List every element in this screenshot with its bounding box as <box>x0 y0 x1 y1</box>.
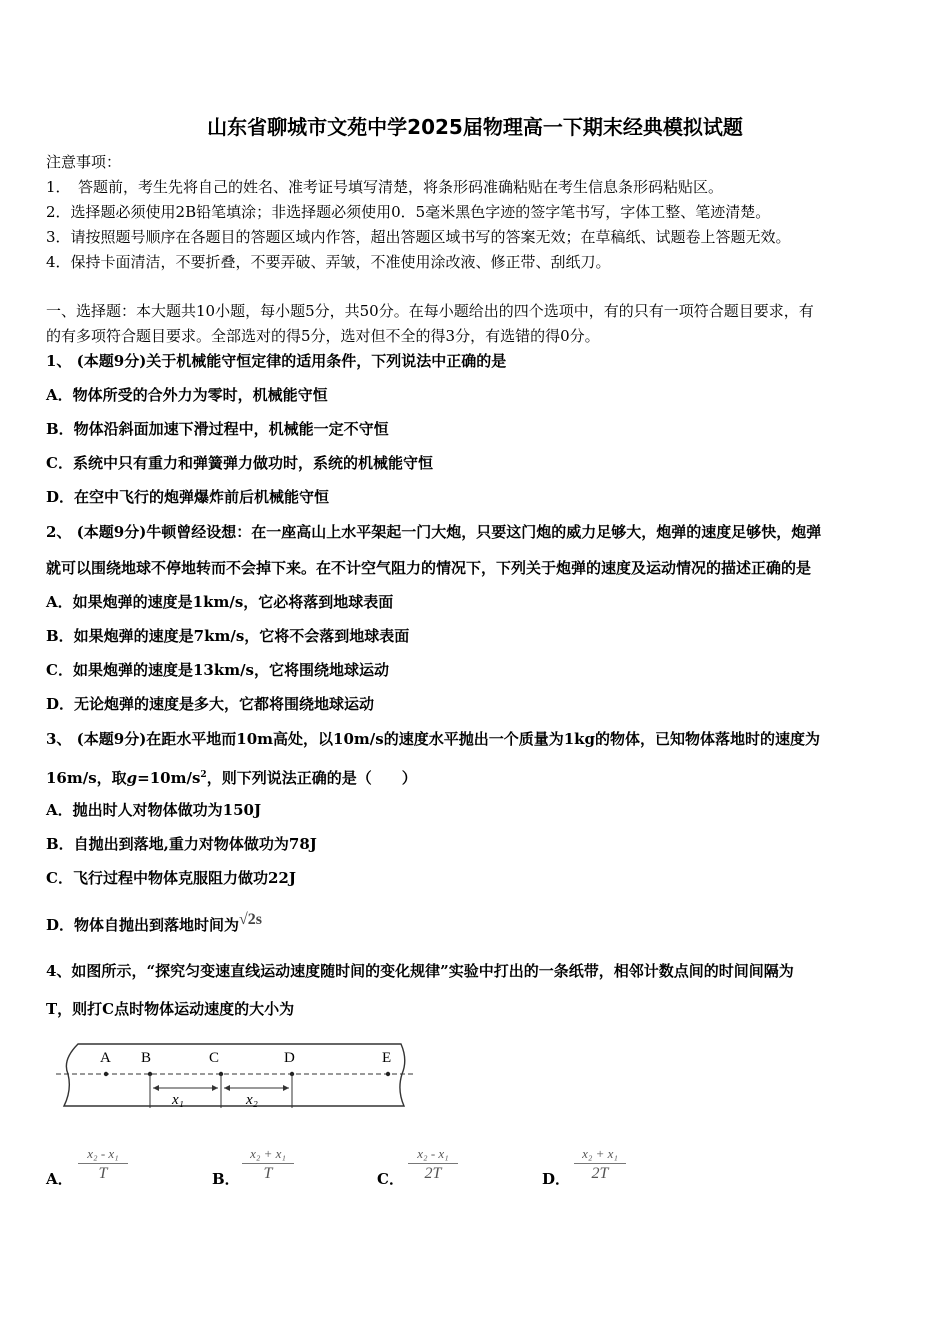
sqrt-math: √2s <box>239 911 263 928</box>
q3-option-b: B．自抛出到落地,重力对物体做功为78J <box>46 835 317 853</box>
notice-heading: 注意事项： <box>46 153 122 171</box>
point-label: D <box>284 1050 295 1066</box>
q4-choice-d-label: D． <box>542 1170 571 1188</box>
q4-choice-a-label: A． <box>46 1170 73 1188</box>
point-e <box>386 1072 390 1076</box>
q1-option-b: B．物体沿斜面加速下滑过程中，机械能一定不守恒 <box>46 420 389 438</box>
question-4-stem: 4、如图所示，“探究匀变速直线运动速度随时间的变化规律”实验中打出的一条纸带，相邻计数点间的时间间隔为 <box>46 962 794 980</box>
q4-choice-a-fraction: x₂ - x₁ T <box>78 1146 128 1183</box>
point-label: B <box>141 1050 152 1066</box>
point-a <box>104 1072 108 1076</box>
x1-label: x₁ <box>172 1092 184 1108</box>
q1-option-a: A．物体所受的合外力为零时，机械能守恒 <box>46 386 328 404</box>
point-label: E <box>382 1050 392 1066</box>
x2-label: x₂ <box>246 1092 258 1108</box>
point-label: C <box>209 1050 220 1066</box>
question-2-stem: 就可以围绕地球不停地转而不会掉下来。在不计空气阻力的情况下，下列关于炮弹的速度及运动情况的描述正确的是 <box>46 559 812 577</box>
point-label: A <box>100 1050 111 1066</box>
q2-option-a: A．如果炮弹的速度是1km/s，它必将落到地球表面 <box>46 593 394 611</box>
q4-choice-b-fraction: x₂ + x₁ T <box>242 1146 294 1183</box>
question-2-stem: 2、 (本题9分)牛顿曾经设想：在一座高山上水平架起一门大炮，只要这门炮的威力足够大，炮弹的速度足够快，炮弹 <box>46 523 822 541</box>
tape-outline <box>64 1044 405 1106</box>
q4-choice-c-label: C． <box>377 1170 404 1188</box>
question-3-stem: 16m/s，取$g=10m/s^2$，则下列说法正确的是（ ） <box>46 769 417 787</box>
q4-choice-c-fraction: x₂ - x₁ 2T <box>408 1146 458 1183</box>
section-instruction: 的有多项符合题目要求。全部选对的得5分，选对但不全的得3分，有选错的得0分。 <box>46 327 600 345</box>
notice-item: 1． 答题前，考生先将自己的姓名、准考证号填写清楚，将条形码准确粘贴在考生信息条形码粘贴区。 <box>46 178 724 196</box>
q3-option-a: A．抛出时人对物体做功为150J <box>46 801 262 819</box>
q1-option-c: C．系统中只有重力和弹簧弹力做功时，系统的机械能守恒 <box>46 454 433 472</box>
q4-choice-b-label: B． <box>212 1170 240 1188</box>
q4-choice-d-fraction: x₂ + x₁ 2T <box>574 1146 626 1183</box>
page-title: 山东省聊城市文苑中学2025届物理高一下期末经典模拟试题 <box>207 115 743 139</box>
q1-option-d: D．在空中飞行的炮弹爆炸前后机械能守恒 <box>46 488 330 506</box>
question-1-stem: 1、 (本题9分)关于机械能守恒定律的适用条件，下列说法中正确的是 <box>46 352 507 370</box>
q3-option-d: D．物体自抛出到落地时间为√2s <box>46 911 263 934</box>
section-instruction: 一、选择题：本大题共10小题，每小题5分，共50分。在每小题给出的四个选项中，有的只有一项符合题目要求，有 <box>46 302 814 320</box>
notice-item: 2．选择题必须使用2B铅笔填涂；非选择题必须使用0．5毫米黑色字迹的签字笔书写，字体工整、笔迹清楚。 <box>46 203 771 221</box>
q2-option-d: D．无论炮弹的速度是多大，它都将围绕地球运动 <box>46 695 375 713</box>
notice-item: 3．请按照题号顺序在各题目的答题区域内作答，超出答题区域书写的答案无效；在草稿纸、试题卷上答题无效。 <box>46 228 791 246</box>
question-3-stem: 3、 (本题9分)在距水平地而10m高处，以10m/s的速度水平抛出一个质量为1kg的物体，已知物体落地时的速度为 <box>46 730 821 748</box>
q3-option-c: C．飞行过程中物体克服阻力做功22J <box>46 869 296 887</box>
q2-option-c: C．如果炮弹的速度是13km/s，它将围绕地球运动 <box>46 661 390 679</box>
paper-tape-diagram <box>56 1040 418 1112</box>
q2-option-b: B．如果炮弹的速度是7km/s，它将不会落到地球表面 <box>46 627 410 645</box>
question-4-stem: T，则打C点时物体运动速度的大小为 <box>46 1000 295 1018</box>
notice-item: 4．保持卡面清洁，不要折叠，不要弄破、弄皱，不准使用涂改液、修正带、刮纸刀。 <box>46 253 611 271</box>
